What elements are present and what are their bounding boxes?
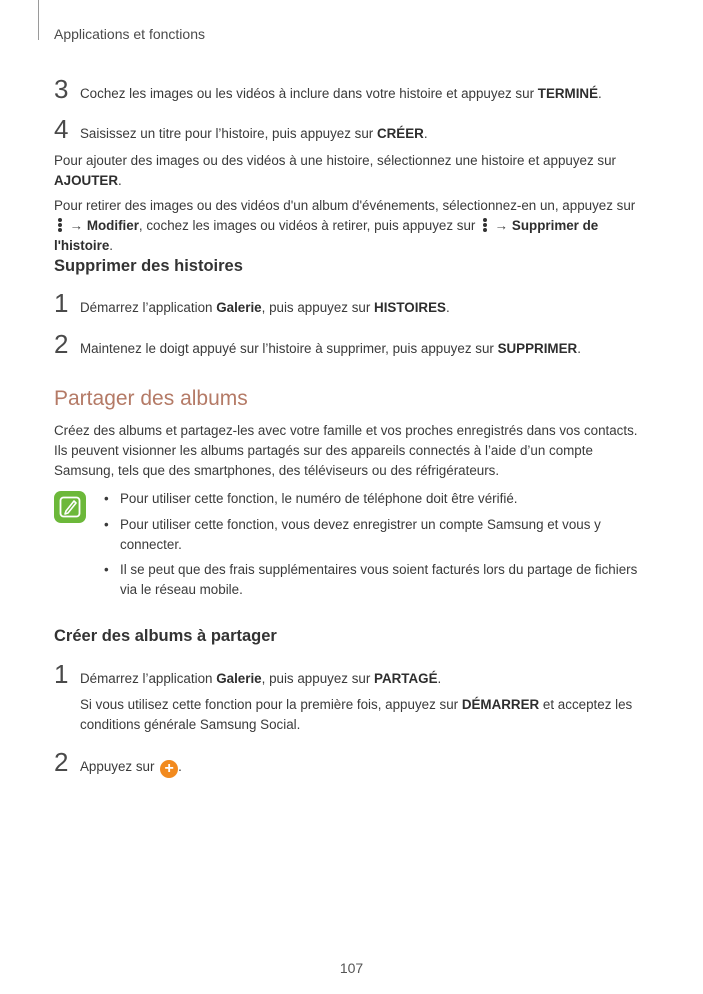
share-albums-heading: Partager des albums (54, 387, 248, 410)
step-text: Appuyez sur + . (80, 759, 182, 777)
delete-stories-heading: Supprimer des histoires (54, 257, 243, 275)
step-text: Maintenez le doigt appuyé sur l’histoire à supprimer, puis appuyez sur SUPPRIMER. (80, 341, 581, 356)
more-options-icon (482, 217, 488, 233)
page-header: Applications et fonctions (54, 26, 205, 42)
step-text: Démarrez l’application Galerie, puis appuyez sur PARTAGÉ. (80, 671, 442, 686)
header-divider (38, 0, 39, 40)
step-number: 4 (54, 114, 69, 144)
page-number: 107 (339, 960, 364, 976)
remove-paragraph: Pour retirer des images ou des vidéos d'un album d'événements, sélectionnez-en un, appuyez sur → Modifier, cochez les images ou vidéos à retirer, puis appuyez sur → Supprimer de l'histoire. (54, 198, 636, 253)
note-pencil-icon (54, 491, 86, 523)
step-number: 3 (54, 74, 69, 104)
more-options-icon (57, 217, 63, 233)
step-text: Démarrez l’application Galerie, puis appuyez sur HISTOIRES. (80, 300, 450, 315)
step-text: Saisissez un titre pour l’histoire, puis appuyez sur CRÉER. (80, 126, 428, 141)
step-number: 2 (54, 747, 69, 777)
step-number: 1 (54, 288, 69, 318)
create-albums-heading: Créer des albums à partager (54, 627, 277, 645)
add-paragraph: Pour ajouter des images ou des vidéos à une histoire, sélectionnez une histoire et appuyez sur AJOUTER. (54, 153, 617, 188)
step-text: Cochez les images ou les vidéos à inclure dans votre histoire et appuyez sur TERMINÉ. (80, 86, 602, 101)
add-icon: + (160, 760, 178, 778)
step-number: 2 (54, 329, 69, 359)
step-subtext: Si vous utilisez cette fonction pour la première fois, appuyez sur DÉMARRER et acceptez les conditions générale Samsung Social. (80, 697, 633, 732)
share-intro: Créez des albums et partagez-les avec votre famille et vos proches enregistrés dans vos contacts. Ils peuvent visionner les albums partagés sur des appareils connectés à l’aide d’un compte Samsung, tels que des smartphones, des téléviseurs ou des réfrigérateurs. (54, 423, 638, 478)
step-number: 1 (54, 659, 69, 689)
